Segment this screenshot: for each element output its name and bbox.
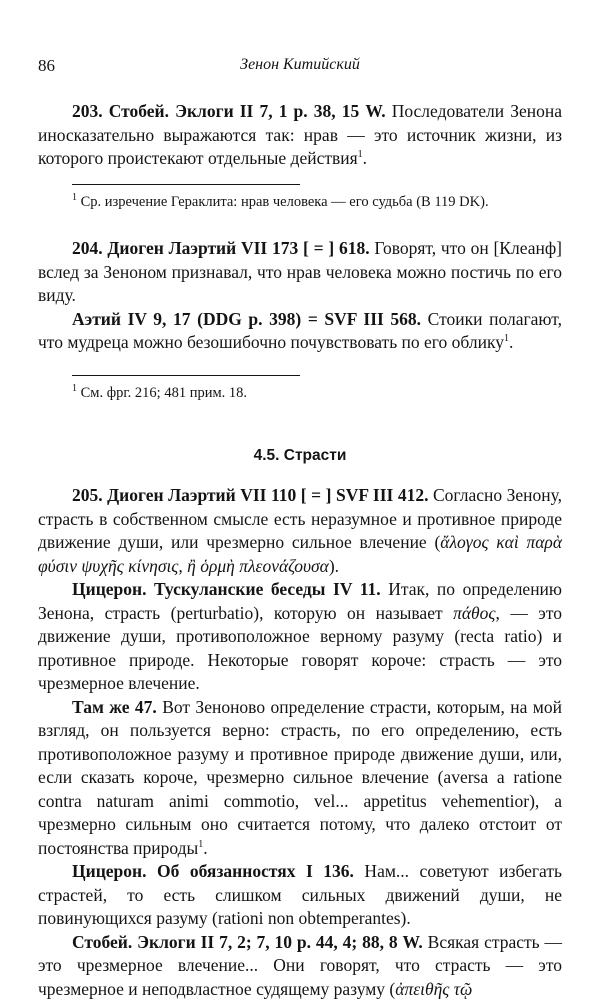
footnote-ref: 1 <box>357 149 363 161</box>
footnote-ref: 1 <box>504 333 509 345</box>
cicero-tusc-text-b: , — это движение души, противоположное верному разуму (recta ratio) и противное природе. Некоторые говорят короче: страсть — это чрезмерное влечение. <box>38 602 562 693</box>
aetius-text: Стоики полагают, что мудреца можно безошибочно почувствовать по его облику <box>38 308 562 352</box>
footnote-2-text: См. фрг. 216; 481 прим. 18. <box>77 385 248 401</box>
fragment-205-text: Согласно Зенону, страсть в собственном смысле есть неразумное и противное природе движение души, или чрезмерно сильное влечение ( <box>38 485 562 552</box>
footnote-1-text: Ср. изречение Гераклита: нрав человека — его судьба (В 119 DK). <box>77 194 489 210</box>
cicero-tusc-source: Цицерон. Тускуланские беседы IV 11. <box>72 579 381 599</box>
fragment-203-end: . <box>362 148 368 168</box>
stobaeus-text: Всякая страсть — это чрезмерное влечение... Они говорят, что страсть — это чрезмерное и неподвластное судящему разуму ( <box>38 931 562 999</box>
ibid-47-source: Там же 47. <box>72 696 157 717</box>
running-title: Зенон Китийский <box>240 56 360 73</box>
footnote-2 <box>38 384 562 403</box>
fragment-203 <box>38 100 562 171</box>
aetius-end: . <box>509 332 514 352</box>
cicero-tusc-text-a: Итак, по определению Зенона, страсть (perturbatio), которую он называет <box>38 579 562 623</box>
running-header <box>38 56 562 80</box>
footnote-mark: 1 <box>72 192 77 204</box>
fragment-204-source: 204. Диоген Лаэртий VII 173 [ = ] 618. <box>72 238 370 258</box>
fragment-204 <box>38 237 562 355</box>
footnote-rule <box>72 184 300 185</box>
page-number: 86 <box>38 56 55 75</box>
footnote-rule <box>72 375 300 376</box>
greek-quote: ἄλογος καὶ παρὰ φύσιν ψυχῆς κίνησις, ἢ ὁρμὴ πλεονάζουσα <box>38 532 563 576</box>
greek-term: πάθος <box>453 602 496 623</box>
cicero-off-text: Нам... советуют избегать страстей, то есть слишком сильных движений души, не повинующихся разуму (rationi non obtemperantes). <box>38 861 563 928</box>
fragment-205-source: 205. Диоген Лаэртий VII 110 [ = ] SVF III 412. <box>72 485 429 505</box>
greek-quote: ἀπειθῆς τῷ <box>395 978 473 999</box>
footnote-1 <box>38 193 562 212</box>
footnote-mark: 1 <box>72 383 77 395</box>
aetius-source: Аэтий IV 9, 17 (DDG p. 398) = SVF III 568. <box>72 308 422 329</box>
fragment-205-end: ). <box>328 555 340 576</box>
stobaeus-source: Стобей. Эклоги II 7, 2; 7, 10 р. 44, 4; 88, 8 W. <box>72 931 423 952</box>
ibid-47-text: Вот Зеноново определение страсти, которым, на мой взгляд, он пользуется верно: страсть, по его определению, есть противоположное разуму и противное природе движение души, или, если сказать короче, чрезмерно сильное влечение (aversa a ratione contra naturam animi commotio, vel... appetitus vehementior), а чрезмерно сильным оно считается потому, что далеко отстоит от постоянства природы <box>38 696 562 858</box>
fragment-203-text: Последователи Зенона иносказательно выражаются так: нрав — это источник жизни, из которого проистекают отдельные действия <box>38 101 562 168</box>
fragment-203-source: 203. Стобей. Эклоги II 7, 1 р. 38, 15 W. <box>72 101 386 121</box>
cicero-off-source: Цицерон. Об обязанностях I 136. <box>72 861 354 881</box>
fragment-205 <box>38 484 562 1001</box>
footnote-ref: 1 <box>198 838 204 850</box>
fragment-204-text: Говорят, что он [Клеанф] вслед за Зеноном признавал, что нрав человека можно постичь по его виду. <box>38 238 562 305</box>
ibid-47-end: . <box>203 837 208 858</box>
section-heading: 4.5. Страсти <box>253 447 347 464</box>
